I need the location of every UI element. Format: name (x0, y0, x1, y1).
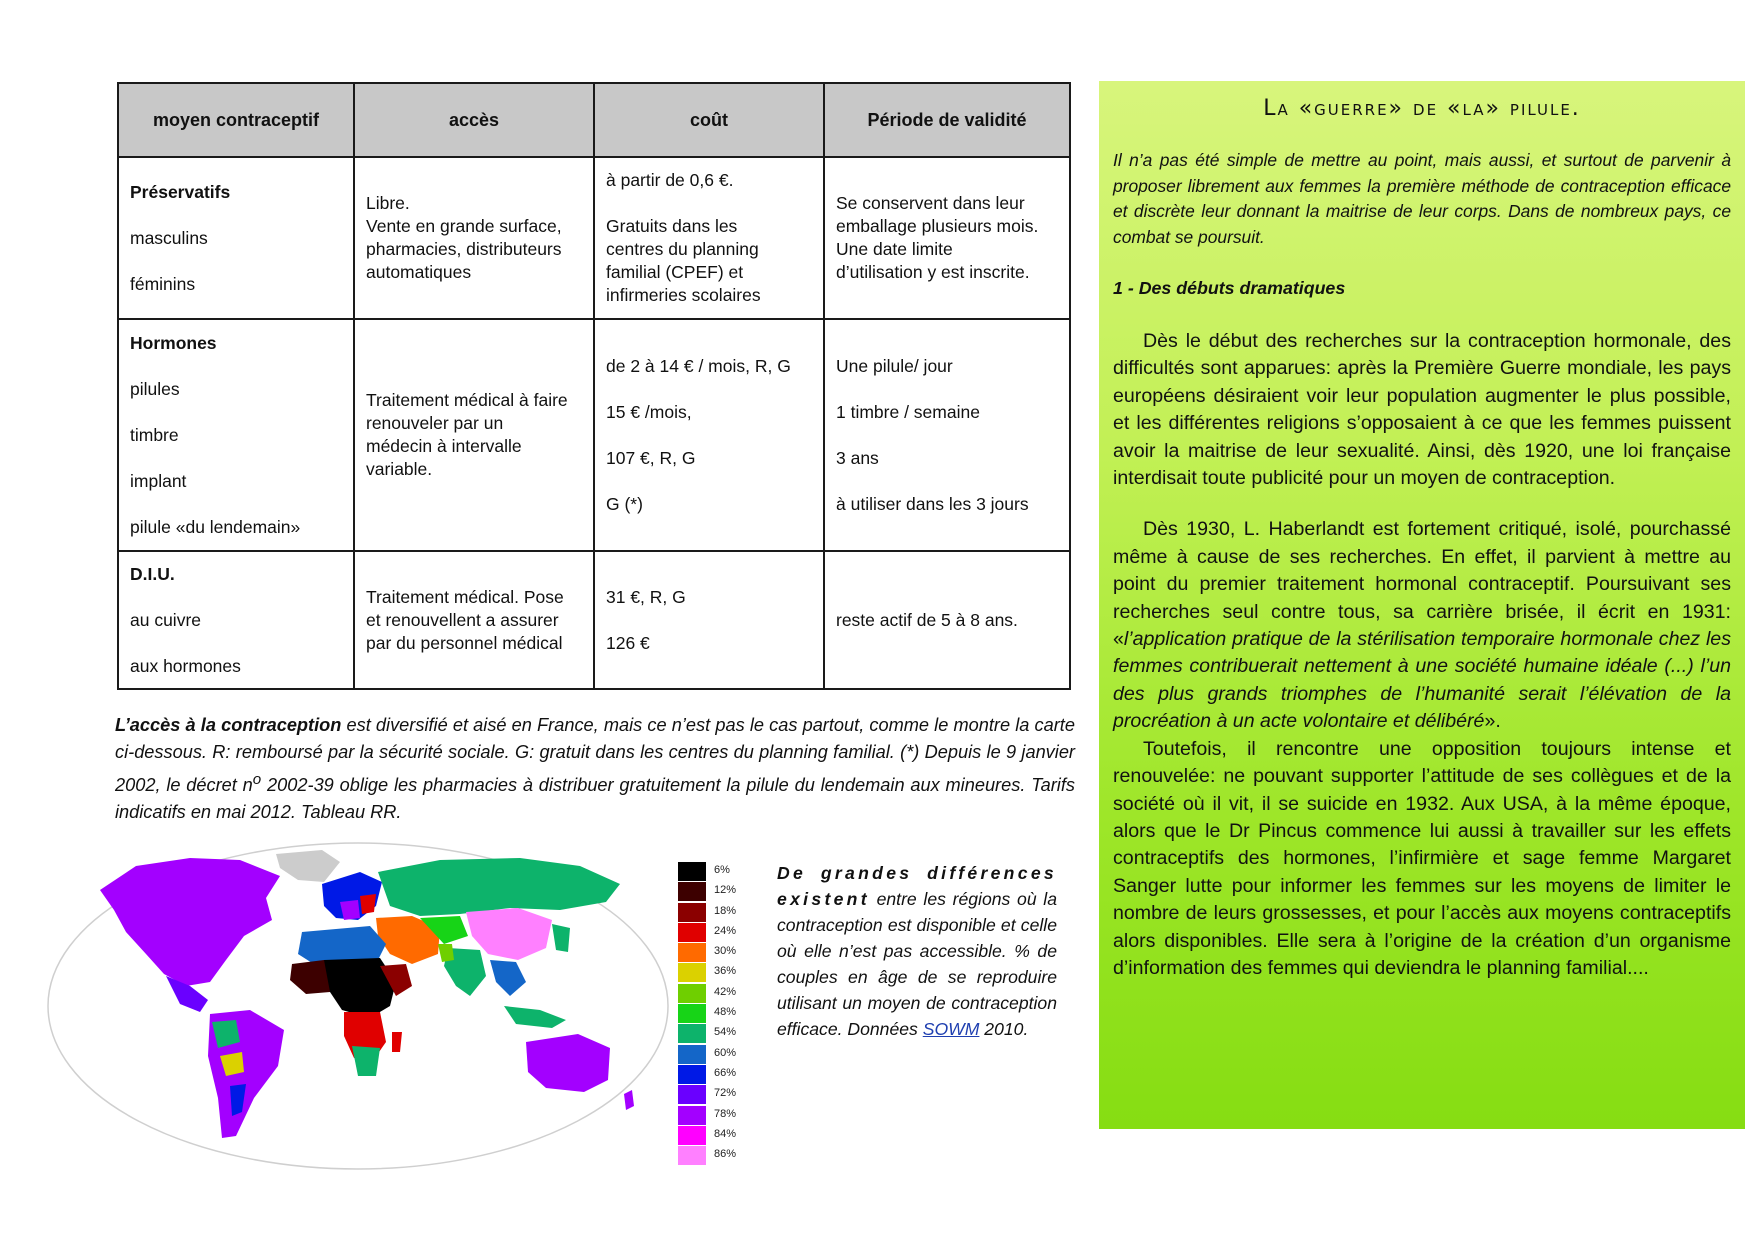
method-item: implant (130, 470, 187, 491)
europe-east-region (360, 894, 376, 914)
legend-swatch (678, 1024, 706, 1043)
access-line: automatiques (366, 262, 472, 282)
paragraph-2-end: ». (1484, 710, 1501, 733)
panel-body (1113, 328, 1731, 982)
panel-title: La «guerre» de «la» pilule. (1263, 96, 1581, 121)
validity-line: Une date limite (836, 239, 953, 259)
cost-line: 15 € /mois, (606, 401, 692, 422)
legend-swatch (678, 943, 706, 962)
legend-label: 42% (714, 985, 737, 998)
cost-line: 107 €, R, G (606, 447, 696, 468)
table-row (118, 157, 1070, 319)
legend-entry (678, 1003, 750, 1023)
map-note-text: entre les régions où la contraception est disponible et celle où elle n’est pas accessible. % de couples en âge de se reproduire utilisant un moyen de contraception efficace. Données (777, 889, 1057, 1039)
method-item: féminins (130, 273, 196, 294)
validity-line: emballage plusieurs mois. (836, 216, 1039, 236)
access-line: variable. (366, 459, 433, 479)
caption-lead: L’accès à la contraception (115, 715, 342, 735)
legend-swatch (678, 1004, 706, 1023)
method-cell (118, 157, 354, 319)
history-panel (1099, 81, 1745, 1129)
cost-line: familial (CPEF) et (606, 262, 744, 282)
panel-intro: Il n’a pas été simple de mettre au point, mais aussi, et surtout de parvenir à proposer librement aux femmes la première méthode de contraception efficace et discrète leur donnant la maitrise de leur corps. Dans de nombreux pays, ce combat se poursuit. (1113, 150, 1731, 247)
new-zealand-region (624, 1090, 634, 1110)
table-caption (115, 712, 1075, 826)
map-note (777, 860, 1057, 1042)
legend-label: 36% (714, 965, 737, 978)
legend-swatch (678, 1045, 706, 1064)
panel-paragraph-2 (1113, 516, 1731, 735)
legend-label: 24% (714, 924, 737, 937)
cost-line: Gratuits dans les (606, 216, 738, 236)
caption-text-2: 2002-39 oblige les pharmacies à distribuer gratuitement la pilule du lendemain aux mineures. Tarifs indicatifs en mai 2012. Tableau RR. (115, 775, 1075, 823)
validity-cell (824, 551, 1070, 689)
method-cell (118, 551, 354, 689)
method-item: au cuivre (130, 609, 202, 630)
cost-line: infirmeries scolaires (606, 285, 761, 305)
access-cell (354, 319, 594, 551)
legend-entry (678, 1044, 750, 1064)
legend-entry (678, 1125, 750, 1145)
legend-entry (678, 922, 750, 942)
map-note-text-2: 2010. (979, 1019, 1029, 1039)
method-item: pilules (130, 378, 180, 399)
cost-line: G (*) (606, 493, 643, 514)
legend-swatch (678, 1146, 706, 1165)
cost-line: centres du planning (606, 239, 759, 259)
access-line: Traitement médical. Pose (366, 586, 564, 607)
legend-label: 60% (714, 1046, 737, 1059)
legend-entry (678, 881, 750, 901)
panel-paragraph-1: Dès le début des recherches sur la contraception hormonale, des difficultés sont apparues: après la Première Guerre mondiale, les pays européens désiraient voir leur population augmenter le plus possible, et les différentes religions s’opposaient à ce que les femmes puissent avoir la maitrise de leur sexualité. Ainsi, dès 1920, une loi française interdisait toute publicité pour un moyen de contraception. (1113, 330, 1731, 490)
cost-line: 126 € (606, 632, 650, 653)
panel-subtitle: 1 - Des débuts dramatiques (1113, 278, 1346, 298)
legend-swatch (678, 923, 706, 942)
legend-label: 84% (714, 1127, 737, 1140)
method-item: aux hormones (130, 655, 241, 676)
header-cost: coût (594, 83, 824, 157)
validity-line: 3 ans (836, 447, 879, 468)
table-row (118, 551, 1070, 689)
access-line: médecin à intervalle (366, 436, 522, 456)
method-item: pilule «du lendemain» (130, 516, 301, 537)
validity-line: reste actif de 5 à 8 ans. (836, 609, 1018, 630)
legend-label: 18% (714, 904, 737, 917)
legend-swatch (678, 1085, 706, 1104)
paragraph-2-text: Dès 1930, L. Haberlandt est fortement critiqué, isolé, pourchassé même à cause de ses recherches. En effet, il parvient à mettre au point du premier traitement hormonal contraceptif. Poursuivant ses recherches seul contre tous, sa carrière brisée, il écrit en 1931: « (1113, 518, 1731, 651)
legend-swatch (678, 862, 706, 881)
world-contraception-map (40, 836, 670, 1172)
legend-entry (678, 942, 750, 962)
header-access: accès (354, 83, 594, 157)
legend-swatch (678, 882, 706, 901)
access-line: et renouvellent a assurer (366, 609, 559, 630)
cost-line: de 2 à 14 € / mois, R, G (606, 355, 791, 376)
table-header-row (118, 83, 1070, 157)
map-legend (678, 861, 750, 1165)
legend-swatch (678, 963, 706, 982)
legend-label: 72% (714, 1087, 737, 1100)
access-line: Traitement médical à faire (366, 390, 568, 410)
legend-entry (678, 1023, 750, 1043)
legend-label: 78% (714, 1107, 737, 1120)
cost-cell (594, 551, 824, 689)
legend-entry (678, 1145, 750, 1165)
caption-sup: o (252, 771, 262, 788)
category-label: Préservatifs (130, 181, 231, 202)
caption-text: est diversifié et aisé en France, mais ce n’est pas le cas partout, comme le montre la carte ci-dessous. R: remboursé par la sécurité sociale. G: gratuit dans les centres du planning familial. (*) Depuis le 9 janvier 2002, le décret n (115, 715, 1075, 796)
legend-entry (678, 983, 750, 1003)
cost-cell (594, 319, 824, 551)
haberlandt-quote: l’application pratique de la stérilisation temporaire hormonale chez les femmes contribuerait nettement à une société humaine idéale (...) l’un des plus grands triomphes de l’humanité serait l’élévation de la procréation à un acte volontaire et délibéré (1113, 628, 1731, 733)
header-validity: Période de validité (824, 83, 1070, 157)
legend-entry (678, 1084, 750, 1104)
legend-swatch (678, 984, 706, 1003)
validity-line: Une pilule/ jour (836, 355, 953, 376)
panel-paragraph-3: Toutefois, il rencontre une opposition toujours intense et renouvelée: ne pouvant supporter l’attitude de ses collègues et de la société où il vit, il se suicide en 1932. Aux USA, à la même époque, alors que le Dr Pincus commence lui aussi à travailler sur les effets contraceptifs des hormones, l’infirmière et sage femme Margaret Sanger lutte pour informer les femmes sur les moyens de limiter le nombre de leurs grossesses, et pour l’accès aux moyens contraceptifs alors disponibles. Elle sera à l’origine de la création d’un organisme d’information des femmes qui deviendra le planning familial.... (1113, 737, 1731, 979)
access-line: renouveler par un (366, 413, 504, 433)
access-cell (354, 551, 594, 689)
validity-cell (824, 157, 1070, 319)
sowm-link[interactable]: SOWM (922, 1019, 980, 1039)
legend-swatch (678, 903, 706, 922)
legend-entry (678, 1105, 750, 1125)
access-cell (354, 157, 594, 319)
legend-label: 30% (714, 945, 737, 958)
access-line: par du personnel médical (366, 632, 563, 653)
validity-cell (824, 319, 1070, 551)
validity-line: d’utilisation y est inscrite. (836, 262, 1030, 282)
legend-entry (678, 861, 750, 881)
map-note-lead: De grandes différences existent (777, 863, 1057, 909)
access-line: Libre. (366, 193, 410, 213)
method-cell (118, 319, 354, 551)
legend-label: 66% (714, 1066, 737, 1079)
method-item: timbre (130, 424, 179, 445)
cost-line: 31 €, R, G (606, 586, 686, 607)
legend-entry (678, 1064, 750, 1084)
legend-swatch (678, 1106, 706, 1125)
category-label: D.I.U. (130, 563, 175, 584)
legend-label: 12% (714, 884, 737, 897)
category-label: Hormones (130, 332, 217, 353)
legend-label: 86% (714, 1148, 737, 1161)
access-line: Vente en grande surface, (366, 216, 562, 236)
validity-line: 1 timbre / semaine (836, 401, 980, 422)
legend-swatch (678, 1126, 706, 1145)
legend-entry (678, 902, 750, 922)
access-line: pharmacies, distributeurs (366, 239, 562, 259)
legend-swatch (678, 1065, 706, 1084)
legend-label: 54% (714, 1026, 737, 1039)
legend-entry (678, 962, 750, 982)
method-item: masculins (130, 227, 208, 248)
table-row (118, 319, 1070, 551)
cost-line: à partir de 0,6 €. (606, 170, 734, 190)
validity-line: Se conservent dans leur (836, 193, 1025, 213)
contraception-table (117, 82, 1071, 690)
header-method: moyen contraceptif (118, 83, 354, 157)
legend-label: 6% (714, 864, 730, 876)
validity-line: à utiliser dans les 3 jours (836, 493, 1029, 514)
legend-label: 48% (714, 1006, 737, 1019)
cost-cell (594, 157, 824, 319)
